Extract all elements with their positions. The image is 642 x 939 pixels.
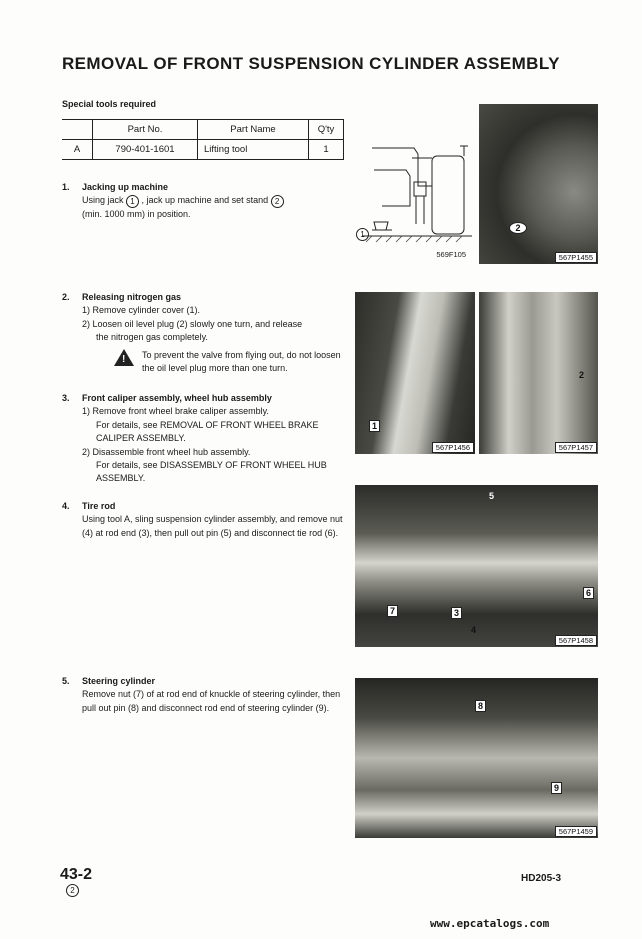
photo-callout: 2 (578, 370, 584, 380)
photo-wheel-stand (479, 104, 598, 264)
step-number: 3. (62, 393, 70, 403)
step-number: 4. (62, 501, 70, 511)
photo-callout: 7 (387, 605, 398, 617)
page-title: REMOVAL OF FRONT SUSPENSION CYLINDER ASSEMBLY (62, 54, 560, 73)
jack-diagram (352, 138, 474, 264)
page-number: 43-2 (60, 866, 93, 883)
step-text: (min. 1000 mm) in position. (82, 208, 191, 219)
callout-circle: 2 (271, 195, 284, 208)
photo-id: 567P1459 (555, 826, 597, 837)
step-heading: Releasing nitrogen gas (82, 292, 182, 302)
tools-heading: Special tools required (62, 99, 157, 109)
warning-icon: ! (114, 349, 134, 366)
table-header-cell: Part Name (198, 120, 309, 140)
callout-circle: 1 (126, 195, 139, 208)
step-sub: 1) Remove cylinder cover (1). (82, 305, 201, 316)
table-row (62, 140, 344, 160)
step-number: 2. (62, 292, 70, 302)
photo-callout: 4 (471, 625, 477, 635)
photo-id: 567P1455 (555, 252, 597, 263)
photo-callout: 3 (451, 607, 462, 619)
diagram-id: 569F105 (436, 250, 466, 259)
step-4 (62, 500, 344, 540)
photo-callout: 1 (369, 420, 380, 432)
step-3 (62, 392, 344, 486)
step-sub: 2) Loosen oil level plug (2) slowly one turn, and release (82, 318, 303, 329)
table-header-cell: Part No. (93, 120, 198, 140)
table-header-cell (62, 120, 93, 140)
table-cell: 790-401-1601 (93, 140, 198, 160)
tools-table (62, 119, 344, 160)
step-sub: For details, see DISASSEMBLY OF FRONT WHEEL HUB ASSEMBLY. (96, 460, 327, 484)
step-5 (62, 675, 344, 715)
step-body: Using tool A, sling suspension cylinder assembly, and remove nut (4) at rod end (3), then pull out pin (5) and disconnect tie rod (6). (82, 514, 343, 538)
step-number: 5. (62, 676, 70, 686)
photo-oil-level-plug (479, 292, 598, 454)
photo-tie-rod (355, 485, 598, 647)
step-body (82, 194, 344, 221)
table-header-row (62, 120, 344, 140)
photo-callout: 2 (509, 222, 527, 234)
table-cell: 1 (309, 140, 344, 160)
photo-cylinder-cover (355, 292, 475, 454)
photo-callout: 6 (583, 587, 594, 599)
step-number: 1. (62, 182, 70, 192)
step-text: Using jack (82, 195, 124, 206)
warning-text: To prevent the valve from flying out, do not loosen the oil level plug more than one turn. (142, 349, 341, 374)
jack-diagram-drawing (352, 138, 474, 264)
table-cell: Lifting tool (198, 140, 309, 160)
step-2 (62, 291, 344, 375)
photo-callout: 8 (475, 700, 486, 712)
step-heading: Steering cylinder (82, 676, 156, 686)
model-code: HD205-3 (521, 873, 562, 884)
step-heading: Jacking up machine (82, 182, 169, 192)
table-cell: A (62, 140, 93, 160)
photo-callout: 5 (489, 491, 495, 501)
step-sub: 1) Remove front wheel brake caliper assembly. (82, 406, 269, 417)
step-1 (62, 181, 344, 221)
step-text: , jack up machine and set stand (141, 195, 269, 206)
photo-id: 567P1456 (432, 442, 474, 453)
step-sub: 2) Disassemble front wheel hub assembly. (82, 446, 251, 457)
diagram-callout: 1 (356, 228, 369, 241)
photo-id: 567P1457 (555, 442, 597, 453)
table-header-cell: Q'ty (309, 120, 344, 140)
website-watermark: www.epcatalogs.com (430, 917, 550, 930)
photo-callout: 9 (551, 782, 562, 794)
revision-mark: 2 (66, 884, 79, 897)
step-sub: the nitrogen gas completely. (96, 332, 208, 343)
step-body: Remove nut (7) of at rod end of knuckle of steering cylinder, then pull out pin (8) and disconnect rod end of steering cylinder (9). (82, 689, 341, 713)
photo-steering-cylinder (355, 678, 598, 838)
photo-id: 567P1458 (555, 635, 597, 646)
step-sub: For details, see REMOVAL OF FRONT WHEEL BRAKE CALIPER ASSEMBLY. (96, 419, 319, 444)
step-heading: Front caliper assembly, wheel hub assembly (82, 393, 272, 403)
step-heading: Tire rod (82, 501, 116, 511)
warning-note (114, 349, 344, 376)
